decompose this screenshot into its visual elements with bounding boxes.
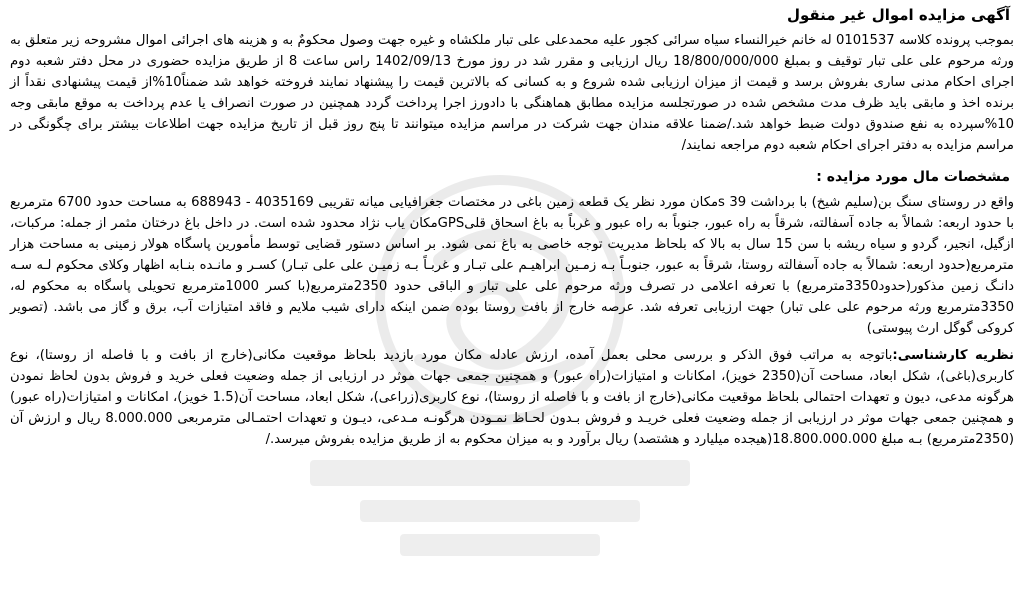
property-specs-heading: مشخصات مال مورد مزایده : [816, 169, 1010, 185]
property-specs-paragraph: واقع در روستای سنگ بن(سلیم شیخ) با برداشت 39 sمکان مورد نظر یک قطعه زمین باغی در مختصات جغرافیایی میانه تقریبی 4035169 - 688943 به مساحت حدود 6700 مترمربع با حدود اربعه: شمالاً به جاده آسفالته، شرقاً به راه عبور، جنوباً به راه عبور و غرباً به باغ اسحاق قلیGPSمکان یاب نژاد محدود شده است. در داخل باغ درختان مثمر از جمله: مرکبات، ازگیل، انجیر، گردو و سیاه ریشه با سن 15 سال به بالا که بلحاظ مدیریت توجه خاصی به باغ نمی شود. بر اساس دستور قضایی توسط مأمورین پاسگاه هولار زمینی به مساحت هزار مترمربع(حدود اربعه: شمالاً به جاده آسفالته روستا، شرقاً به عبور، جنوبـاً بـه زمـین ابراهیـم علی تبـار و غربـاً بـه زمیـن علی علی تبـار) کسـر و مانـده بنـابه اظهار وکلای محکوم لـه سـه دانـگ زمین مذکور(حدود3350مترمربع) با تعرفه اعلامی در تصرف ورثه مرحوم علی علی تبار و الباقی حدود 2350مترمربع(با کسر 1000مترمربع تحویلی پاسگاه به محکوم له، 3350مترمربع ورثه مرحوم علی علی تبار) جهت ارزیابی تعرفه شد. عرصه خارج از بافت روستا بوده ضمن اینکه دارای شیب ملایم و فاقد امتیازات آب، برق و گاز می باشد. (تصویر کروکی گوگل ارث پیوستی) [10, 195, 1014, 336]
notice-intro-paragraph: بموجب پرونده کلاسه 0101537 له خانم خیرالنساء سیاه سرائی کجور علیه محمدعلی علی تبار ملکشاه و غیره جهت وصول محکومٌ به و هزینه های اجرائی اموال مشروحه زیر متعلق به ورثه مرحوم علی علی تبار توقیف و بمبلغ 18/800/000/000 ریال ارزیابی و مقرر شد در روز مورخ 1402/09/13 راس ساعت 8 از طریق مزایده حضوری در محل دفتر شعبه دوم اجرای احکام مدنی ساری بفروش برسد و قیمت از میزان ارزیابی شده شروع و به کسانی که بالاترین قیمت را پیشنهاد نمایند فروخته خواهد شد ضمناً10%از قیمت پیشنهادی نقداً از برنده اخذ و مابقی باید ظرف مدت مشخص شده در صورتجلسه مزایده مطابق هماهنگی با دادورز اجرا پرداخت گردد همچنین در صورت انصراف یا عدم پرداخت به موقع مابقی وجه 10%سپرده به نفع صندوق دولت ضبط خواهد شد./ضمنا علاقه مندان جهت شرکت در مراسم مزایده میتوانند تا پنج روز قبل از تاریخ مزایده جهت اطلاعات بیشتر برای چگونگی در مراسم مزایده به دفتر اجرای احکام شعبه دوم مراجعه نمایند/ [10, 33, 1015, 153]
expert-opinion-text: باتوجه به مراتب فوق الذکر و بررسی محلی بعمل آمده، ارزش عادله مکان مورد بازدید بلحاظ موقعیت مکانی(خارج از بافت و با فاصله از روستا)، نوع کاربری(باغی)، شکل ابعاد، مساحت آن(2350 خویز)، امکانات و امتیازات(راه عبور) و همچنین جمعی جهات موثر در ارزیابی از جمله وضعیت فعلی خرید و فروش بدون لحاظ نمودن هرگونه مدعی، دیون و تعهدات احتمالی بلحاظ موقعیت مکانی(خارج از بافت و با فاصله از روستا)، نوع کاربری(زراعی)، شکل ابعاد، مساحت آن(1.5 خویز)، امکانات و امتیازات(راه عبور) و همچنین جمعی جهات موثر در ارزیابی از جمله وضعیت فعلی خریـد و فروش بـدون لحـاظ نمـودن هرگونـه مـدعی، دیـون و تعهدات احتمـالی مترمربعی 8.000.000 ریال و ارزش آن (2350مترمربع) بـه مبلغ 18.800.000.000(هیجده میلیارد و هشتصد) ریال برآورد و به میزان محکوم به از طریق مزایده بفروش میرسد./ [10, 348, 1014, 447]
expert-opinion-paragraph [10, 345, 1014, 450]
expert-opinion-label: نظریه کارشناسی: [892, 348, 1014, 363]
notice-title: آگهی مزایده اموال غیر منقول [786, 6, 1010, 24]
spacer [10, 156, 1014, 162]
